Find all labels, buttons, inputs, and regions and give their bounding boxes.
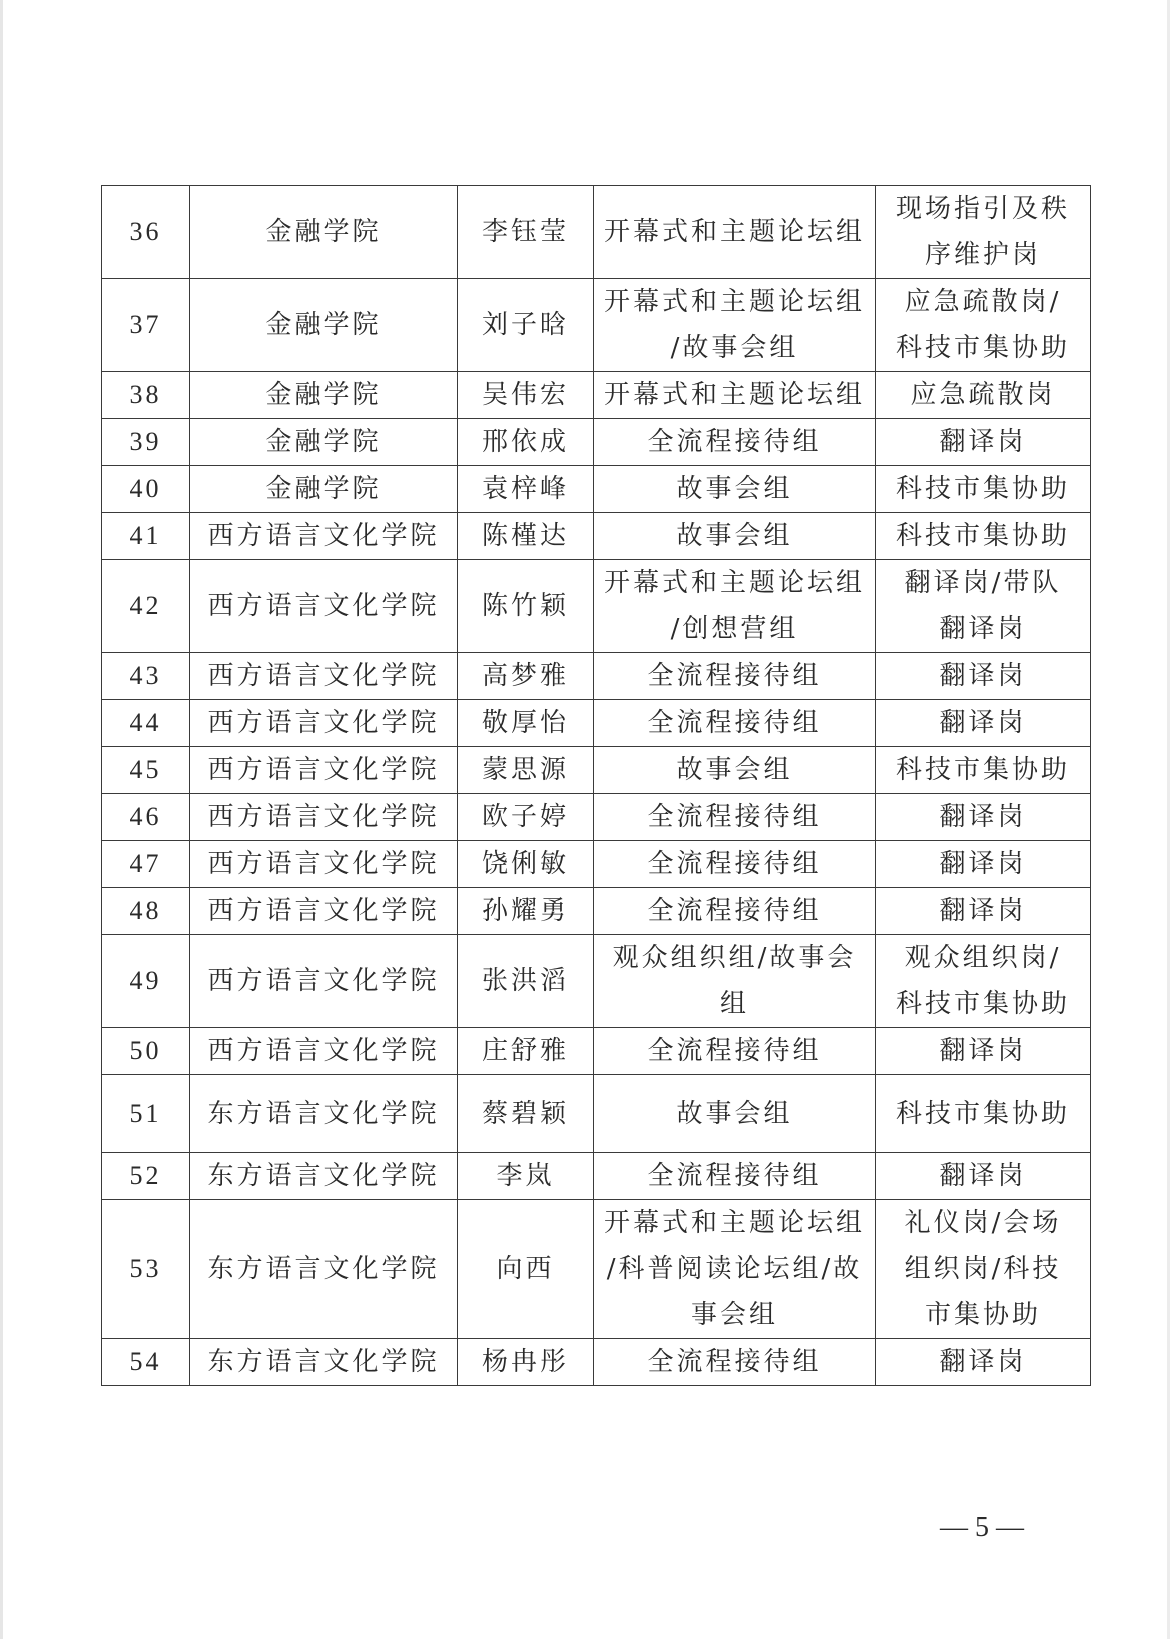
row-number: 37 — [102, 279, 190, 372]
post-line: 翻译岗 — [939, 427, 1027, 457]
group-cell — [594, 372, 876, 419]
page-edge-left — [0, 0, 3, 1639]
post-cell — [876, 1075, 1091, 1153]
group-line: 故事会组 — [676, 521, 793, 551]
post-line: 翻译岗 — [939, 802, 1027, 832]
group-cell — [594, 841, 876, 888]
name-cell: 陈竹颖 — [458, 560, 594, 653]
table-row — [102, 653, 1091, 700]
row-number: 36 — [102, 186, 190, 279]
post-cell — [876, 888, 1091, 935]
college-cell: 东方语言文化学院 — [190, 1075, 458, 1153]
college-cell: 金融学院 — [190, 372, 458, 419]
post-line: 市集协助 — [924, 1300, 1041, 1330]
post-line: 翻译岗 — [939, 661, 1027, 691]
row-number: 46 — [102, 794, 190, 841]
post-line: 序维护岗 — [924, 240, 1041, 270]
row-number: 40 — [102, 466, 190, 513]
post-line: 现场指引及秩 — [895, 194, 1070, 224]
college-cell: 金融学院 — [190, 419, 458, 466]
group-cell — [594, 1028, 876, 1075]
group-cell — [594, 1075, 876, 1153]
name-cell: 张洪滔 — [458, 935, 594, 1028]
college-cell: 金融学院 — [190, 279, 458, 372]
table-row — [102, 1200, 1091, 1339]
group-cell — [594, 1200, 876, 1339]
row-number: 47 — [102, 841, 190, 888]
row-number: 53 — [102, 1200, 190, 1339]
post-line: 科技市集协助 — [895, 474, 1070, 504]
post-cell — [876, 653, 1091, 700]
table-row — [102, 186, 1091, 279]
post-cell — [876, 279, 1091, 372]
group-line: 事会组 — [690, 1300, 778, 1330]
post-line: 翻译岗 — [939, 614, 1027, 644]
group-cell — [594, 279, 876, 372]
college-cell: 西方语言文化学院 — [190, 935, 458, 1028]
college-cell: 西方语言文化学院 — [190, 1028, 458, 1075]
name-cell: 杨冉彤 — [458, 1339, 594, 1386]
post-line: 翻译岗 — [939, 1161, 1027, 1191]
post-line: 科技市集协助 — [895, 333, 1070, 363]
group-cell — [594, 653, 876, 700]
group-cell — [594, 186, 876, 279]
college-cell: 东方语言文化学院 — [190, 1200, 458, 1339]
group-cell — [594, 560, 876, 653]
name-cell: 蔡碧颖 — [458, 1075, 594, 1153]
row-number: 54 — [102, 1339, 190, 1386]
row-number: 39 — [102, 419, 190, 466]
table-row — [102, 1028, 1091, 1075]
group-cell — [594, 1153, 876, 1200]
group-line: 开幕式和主题论坛组 — [603, 1208, 865, 1238]
group-line: 开幕式和主题论坛组 — [603, 380, 865, 410]
name-cell: 欧子婷 — [458, 794, 594, 841]
group-line: 全流程接待组 — [647, 1347, 822, 1377]
post-line: 翻译岗 — [939, 708, 1027, 738]
name-cell: 李岚 — [458, 1153, 594, 1200]
post-line: 科技市集协助 — [895, 755, 1070, 785]
group-line: 开幕式和主题论坛组 — [603, 287, 865, 317]
group-cell — [594, 513, 876, 560]
table-row — [102, 747, 1091, 794]
post-line: 观众组织岗/ — [904, 943, 1062, 973]
name-cell: 邢依成 — [458, 419, 594, 466]
row-number: 41 — [102, 513, 190, 560]
group-line: 故事会组 — [676, 755, 793, 785]
table-row — [102, 419, 1091, 466]
volunteer-roster-table — [101, 185, 1091, 1386]
table-row — [102, 888, 1091, 935]
group-line: /科普阅读论坛组/故 — [606, 1254, 863, 1284]
post-line: 翻译岗 — [939, 896, 1027, 926]
post-line: 翻译岗 — [939, 849, 1027, 879]
post-line: 翻译岗 — [939, 1347, 1027, 1377]
table-row — [102, 513, 1091, 560]
group-line: 全流程接待组 — [647, 1036, 822, 1066]
college-cell: 金融学院 — [190, 186, 458, 279]
page-number: — 5 — — [940, 1512, 1024, 1543]
name-cell: 敬厚怡 — [458, 700, 594, 747]
post-line: 翻译岗 — [939, 1036, 1027, 1066]
name-cell: 饶俐敏 — [458, 841, 594, 888]
group-cell — [594, 466, 876, 513]
post-cell — [876, 372, 1091, 419]
post-line: 科技市集协助 — [895, 989, 1070, 1019]
college-cell: 西方语言文化学院 — [190, 747, 458, 794]
group-cell — [594, 1339, 876, 1386]
name-cell: 高梦雅 — [458, 653, 594, 700]
post-cell — [876, 1339, 1091, 1386]
group-line: /故事会组 — [670, 333, 799, 363]
post-cell — [876, 560, 1091, 653]
table-row — [102, 700, 1091, 747]
table-row — [102, 841, 1091, 888]
college-cell: 西方语言文化学院 — [190, 560, 458, 653]
name-cell: 吴伟宏 — [458, 372, 594, 419]
post-line: 科技市集协助 — [895, 521, 1070, 551]
row-number: 42 — [102, 560, 190, 653]
post-cell — [876, 935, 1091, 1028]
post-cell — [876, 1153, 1091, 1200]
group-line: 全流程接待组 — [647, 661, 822, 691]
group-line: /创想营组 — [670, 614, 799, 644]
college-cell: 金融学院 — [190, 466, 458, 513]
table-row — [102, 1153, 1091, 1200]
group-line: 全流程接待组 — [647, 896, 822, 926]
college-cell: 东方语言文化学院 — [190, 1339, 458, 1386]
name-cell: 蒙思源 — [458, 747, 594, 794]
group-line: 开幕式和主题论坛组 — [603, 217, 865, 247]
post-cell — [876, 794, 1091, 841]
college-cell: 西方语言文化学院 — [190, 794, 458, 841]
row-number: 45 — [102, 747, 190, 794]
post-cell — [876, 1200, 1091, 1339]
group-cell — [594, 747, 876, 794]
row-number: 49 — [102, 935, 190, 1028]
name-cell: 向西 — [458, 1200, 594, 1339]
post-cell — [876, 1028, 1091, 1075]
college-cell: 西方语言文化学院 — [190, 841, 458, 888]
table-row — [102, 279, 1091, 372]
post-line: 应急疏散岗 — [910, 380, 1056, 410]
table-row — [102, 1339, 1091, 1386]
name-cell: 袁梓峰 — [458, 466, 594, 513]
row-number: 50 — [102, 1028, 190, 1075]
name-cell: 刘子晗 — [458, 279, 594, 372]
post-cell — [876, 700, 1091, 747]
group-line: 开幕式和主题论坛组 — [603, 568, 865, 598]
table-row — [102, 1075, 1091, 1153]
row-number: 52 — [102, 1153, 190, 1200]
table-row — [102, 372, 1091, 419]
group-line: 全流程接待组 — [647, 427, 822, 457]
post-cell — [876, 466, 1091, 513]
row-number: 44 — [102, 700, 190, 747]
group-line: 故事会组 — [676, 1098, 793, 1129]
row-number: 51 — [102, 1075, 190, 1153]
name-cell: 李钰莹 — [458, 186, 594, 279]
group-line: 全流程接待组 — [647, 802, 822, 832]
post-cell — [876, 841, 1091, 888]
post-line: 科技市集协助 — [895, 1098, 1070, 1129]
group-cell — [594, 794, 876, 841]
table-row — [102, 560, 1091, 653]
post-cell — [876, 419, 1091, 466]
group-cell — [594, 419, 876, 466]
group-cell — [594, 700, 876, 747]
name-cell: 陈槿达 — [458, 513, 594, 560]
row-number: 38 — [102, 372, 190, 419]
group-line: 观众组织组/故事会 — [612, 943, 857, 973]
group-line: 全流程接待组 — [647, 708, 822, 738]
post-cell — [876, 747, 1091, 794]
row-number: 48 — [102, 888, 190, 935]
group-cell — [594, 935, 876, 1028]
college-cell: 西方语言文化学院 — [190, 700, 458, 747]
name-cell: 庄舒雅 — [458, 1028, 594, 1075]
post-line: 组织岗/科技 — [904, 1254, 1062, 1284]
group-cell — [594, 888, 876, 935]
group-line: 全流程接待组 — [647, 1161, 822, 1191]
table-row — [102, 794, 1091, 841]
name-cell: 孙耀勇 — [458, 888, 594, 935]
table-row — [102, 466, 1091, 513]
post-line: 礼仪岗/会场 — [904, 1208, 1062, 1238]
row-number: 43 — [102, 653, 190, 700]
post-line: 应急疏散岗/ — [904, 287, 1062, 317]
college-cell: 西方语言文化学院 — [190, 513, 458, 560]
college-cell: 东方语言文化学院 — [190, 1153, 458, 1200]
post-cell — [876, 186, 1091, 279]
college-cell: 西方语言文化学院 — [190, 653, 458, 700]
post-line: 翻译岗/带队 — [904, 568, 1062, 598]
roster-body — [102, 186, 1091, 1386]
group-line: 故事会组 — [676, 474, 793, 504]
college-cell: 西方语言文化学院 — [190, 888, 458, 935]
table-row — [102, 935, 1091, 1028]
group-line: 全流程接待组 — [647, 849, 822, 879]
post-cell — [876, 513, 1091, 560]
group-line: 组 — [719, 989, 749, 1019]
